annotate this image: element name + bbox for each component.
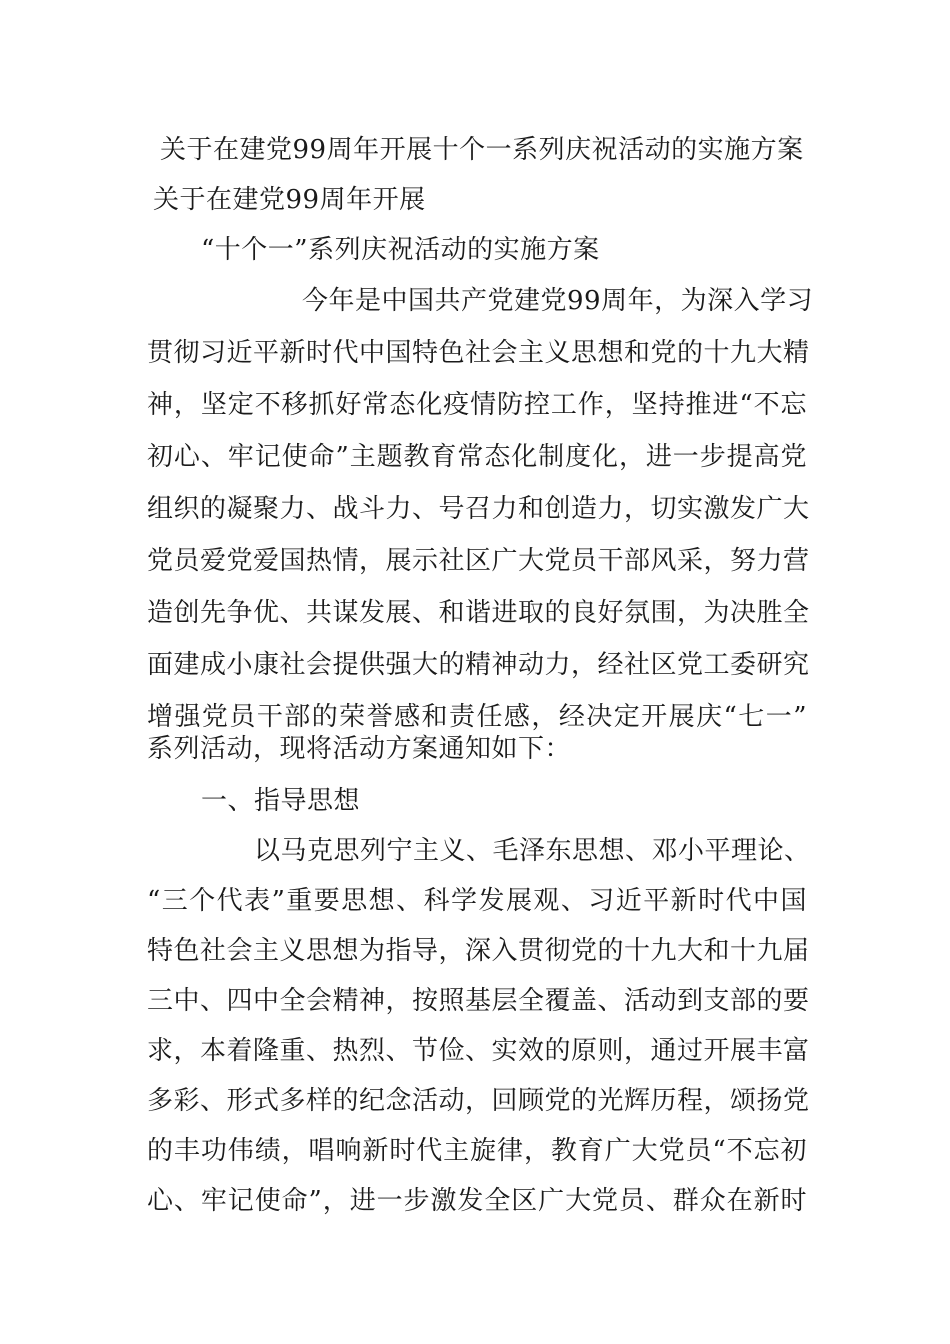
section1-line-6: 多彩、形式多样的纪念活动，回顾党的光辉历程，颂扬党 <box>147 1086 810 1116</box>
intro-line-6: 党员爱党爱国热情，展示社区广大党员干部风采，努力营 <box>147 546 810 576</box>
section-heading-guiding-ideology: 一、指导思想 <box>201 786 361 816</box>
intro-line-5: 组织的凝聚力、战斗力、号召力和创造力，切实激发广大 <box>147 494 810 524</box>
intro-line-10: 系列活动，现将活动方案通知如下： <box>147 734 572 764</box>
section1-line-4: 三中、四中全会精神，按照基层全覆盖、活动到支部的要 <box>147 986 810 1016</box>
document-subtitle-line-2: “十个一”系列庆祝活动的实施方案 <box>201 235 600 265</box>
intro-line-4: 初心、牢记使命”主题教育常态化制度化，进一步提高党 <box>147 442 807 472</box>
intro-line-2: 贯彻习近平新时代中国特色社会主义思想和党的十九大精 <box>147 338 810 368</box>
intro-line-3: 神，坚定不移抓好常态化疫情防控工作，坚持推进“不忘 <box>147 390 807 420</box>
section1-line-5: 求，本着隆重、热烈、节俭、实效的原则，通过开展丰富 <box>147 1036 810 1066</box>
document-subtitle-line-1: 关于在建党99周年开展 <box>153 185 426 215</box>
section1-line-2: “三个代表”重要思想、科学发展观、习近平新时代中国 <box>147 886 807 916</box>
document-title: 关于在建党99周年开展十个一系列庆祝活动的实施方案 <box>160 135 804 165</box>
intro-line-1: 今年是中国共产党建党99周年，为深入学习 <box>302 286 814 316</box>
section1-line-3: 特色社会主义思想为指导，深入贯彻党的十九大和十九届 <box>147 936 810 966</box>
intro-line-7: 造创先争优、共谋发展、和谐进取的良好氛围，为决胜全 <box>147 598 810 628</box>
intro-line-9: 增强党员干部的荣誉感和责任感，经决定开展庆“七一” <box>147 702 807 732</box>
section1-line-8: 心、牢记使命”，进一步激发全区广大党员、群众在新时 <box>147 1186 807 1216</box>
section1-line-1: 以马克思列宁主义、毛泽东思想、邓小平理论、 <box>254 836 811 866</box>
section1-line-7: 的丰功伟绩，唱响新时代主旋律，教育广大党员“不忘初 <box>147 1136 807 1166</box>
intro-line-8: 面建成小康社会提供强大的精神动力，经社区党工委研究 <box>147 650 810 680</box>
